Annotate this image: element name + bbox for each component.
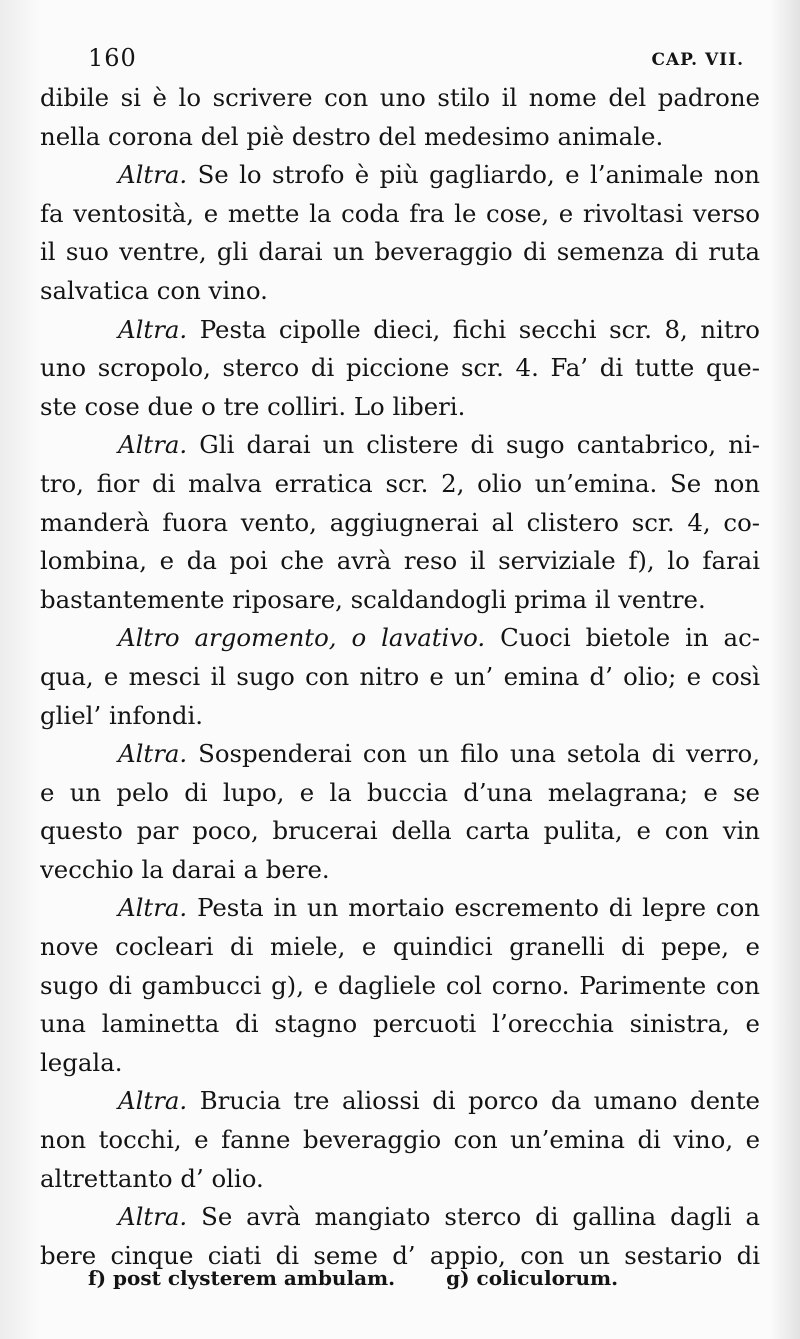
- line-text: qua, e mesci il sugo con nitro e un’ emina d’ olio; e così: [40, 661, 760, 691]
- paragraph-lead: Altra.: [118, 160, 188, 190]
- text-line: [40, 697, 760, 736]
- line-text: Pesta cipolle dieci, fichi secchi scr. 8, nitro: [199, 314, 760, 344]
- text-line: [40, 851, 760, 890]
- text-line: [40, 118, 760, 157]
- line-text: salvatica con vino.: [40, 275, 268, 305]
- paragraph-lead: Altra.: [118, 1202, 188, 1232]
- line-text: bastantemente riposare, scaldandogli prima il ventre.: [40, 584, 706, 614]
- text-line: [40, 735, 760, 774]
- line-text: sugo di gambucci g), e dagliele col corno. Parimente con: [40, 970, 760, 1000]
- text-line: [40, 889, 760, 928]
- line-text: non tocchi, e fanne beveraggio con un’emina di vino, e: [40, 1125, 760, 1155]
- text-line: [40, 272, 760, 311]
- line-text: una laminetta di stagno percuoti l’orecchia sinistra, e: [40, 1009, 760, 1039]
- paragraph-lead: Altra.: [118, 739, 188, 769]
- line-text: Brucia tre aliossi di porco da umano dente: [199, 1086, 760, 1116]
- paragraph-lead: Altra.: [118, 893, 188, 923]
- text-line: [40, 1005, 760, 1044]
- text-line: [40, 542, 760, 581]
- footnote-f: f) post clysterem ambulam.: [88, 1266, 396, 1290]
- text-line: [40, 311, 760, 350]
- text-line: [40, 426, 760, 465]
- text-line: [40, 465, 760, 504]
- line-text: Se avrà mangiato sterco di gallina dagli a: [201, 1202, 760, 1232]
- text-line: [40, 156, 760, 195]
- line-text: dibile si è lo scrivere con uno stilo il nome del padrone: [40, 83, 760, 112]
- line-text: vecchio la darai a bere.: [40, 854, 330, 884]
- line-text: Gli darai un clistere di sugo cantabrico, ni-: [199, 430, 760, 460]
- text-line: [40, 928, 760, 967]
- text-line: [40, 504, 760, 543]
- paragraph-lead: Altra.: [118, 314, 188, 344]
- body-text: [40, 79, 760, 1275]
- text-line: [40, 1082, 760, 1121]
- text-line: [40, 1198, 760, 1237]
- paragraph-lead: Altro argomento, o lavativo.: [118, 623, 486, 653]
- text-line: [40, 967, 760, 1006]
- line-text: Pesta in un mortaio escremento di lepre con: [197, 893, 760, 923]
- line-text: legala.: [40, 1047, 123, 1077]
- text-line: [40, 1044, 760, 1083]
- line-text: nella corona del piè destro del medesimo animale.: [40, 121, 664, 151]
- text-line: [40, 1121, 760, 1160]
- line-text: bere cinque ciati di seme d’ appio, con un sestario di: [40, 1240, 760, 1270]
- line-text: lombina, e da poi che avrà reso il serviziale f), lo farai: [40, 546, 760, 576]
- line-text: fa ventosità, e mette la coda fra le cose, e rivoltasi verso: [40, 198, 760, 228]
- text-line: [40, 233, 760, 272]
- line-text: gliel’ infondi.: [40, 700, 204, 730]
- line-text: tro, fior di malva erratica scr. 2, olio un’emina. Se non: [40, 468, 760, 498]
- page-number: 160: [88, 44, 137, 72]
- line-text: Cuoci bietole in ac-: [500, 623, 760, 653]
- text-line: [40, 619, 760, 658]
- paragraph-lead: Altra.: [118, 1086, 188, 1116]
- text-line: [40, 1160, 760, 1199]
- line-text: Se lo strofo è più gagliardo, e l’animale non: [197, 160, 760, 190]
- line-text: Sospenderai con un filo una setola di verro,: [198, 739, 760, 769]
- text-line: [40, 658, 760, 697]
- text-line: [40, 79, 760, 118]
- chapter-label: CAP. VII.: [651, 50, 744, 70]
- line-text: nove cocleari di miele, e quindici granelli di pepe, e: [40, 932, 760, 962]
- text-line: [40, 581, 760, 620]
- paragraph-lead: Altra.: [118, 430, 188, 460]
- text-line: [40, 774, 760, 813]
- text-line: [40, 812, 760, 851]
- line-text: uno scropolo, sterco di piccione scr. 4. Fa’ di tutte que-: [40, 353, 760, 383]
- running-header: [88, 44, 744, 76]
- line-text: e un pelo di lupo, e la buccia d’una melagrana; e se: [40, 777, 760, 807]
- text-line: [40, 388, 760, 427]
- line-text: il suo ventre, gli darai un beveraggio di semenza di ruta: [40, 237, 760, 267]
- line-text: altrettanto d’ olio.: [40, 1163, 264, 1193]
- footnotes: [88, 1266, 648, 1290]
- footnote-g: g) coliculorum.: [446, 1266, 619, 1290]
- line-text: ste cose due o tre colliri. Lo liberi.: [40, 391, 466, 421]
- line-text: manderà fuora vento, aggiugnerai al clistero scr. 4, co-: [40, 507, 760, 537]
- text-line: [40, 349, 760, 388]
- text-line: [40, 195, 760, 234]
- line-text: questo par poco, brucerai della carta pulita, e con vin: [40, 816, 760, 846]
